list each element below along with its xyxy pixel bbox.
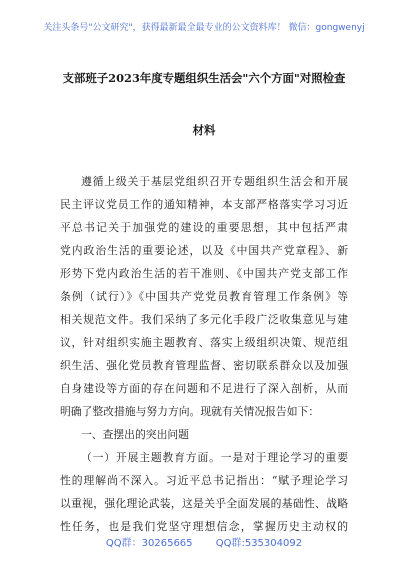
body-line: 相关规范文件。我们采纳了多元化手段广泛收集意见与建 [60,313,348,326]
body-line: （一）开展主题教育方面。一是对于理论学习的重要 [81,451,348,464]
body-line: 明确了整改措施与努力方向。现就有关情况报告如下： [60,405,320,418]
section-heading: 一、查摆出的突出问题 [81,428,189,441]
body-line: 形势下党内政治生活的若干准则、《中国共产党支部工作 [60,267,348,280]
body-line: 议，针对组织实施主题教育、落实上级组织决策、规范组 [60,336,348,349]
footer-contact [0,537,408,551]
body-line: 党内政治生活的重要论述，以及《中国共产党章程》、新 [60,244,348,257]
qq-group-2: QQ群:535304092 [215,538,303,549]
body-line: 性的理解尚不深入。习近平总书记指出：“赋予理论学习 [60,474,348,487]
document-body [60,170,348,538]
body-line: 条例（试行）》《中国共产党党员教育管理工作条例》等 [60,290,348,303]
body-line: 平总书记关于加强党的建设的重要思想，其中包括严肃 [60,221,348,234]
body-line: 民主评议党员工作的通知精神，本支部严格落实学习习近 [60,198,348,211]
body-line: 织生活、强化党员教育管理监督、密切联系群众以及加强 [60,359,348,372]
promo-banner: 关注头条号"公文研究"，获得最新最全最专业的公文资料库！ 微信：gongwenyj [43,23,365,33]
body-line: 自身建设等方面的存在问题和不足进行了深入剖析，从而 [60,382,348,395]
body-line: 遵循上级关于基层党组织召开专题组织生活会和开展 [81,175,348,188]
body-line: 性任务，也是我们党坚守理想信念，掌握历史主动权的 [60,520,348,533]
document-subtitle: 材料 [192,123,216,137]
qq-group-1: QQ群：30265665 [105,538,193,549]
document-title: 支部班子2023年度专题组织生活会"六个方面"对照检查 [62,71,346,85]
body-line: 以重视，强化理论武装，这是关乎全面发展的基础性、战略 [60,497,348,510]
